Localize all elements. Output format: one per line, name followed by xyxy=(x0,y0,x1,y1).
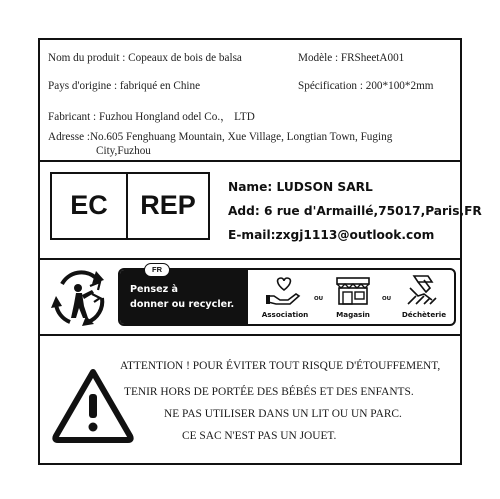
warning-triangle-icon xyxy=(50,366,136,444)
option-magasin: Magasin xyxy=(336,310,370,319)
product-label xyxy=(38,38,482,465)
recycling-info-box xyxy=(118,265,456,326)
recycling-message-panel xyxy=(120,270,248,324)
warning-section xyxy=(40,336,460,463)
rep-text: REP xyxy=(140,190,196,220)
option-association: Association xyxy=(261,310,309,319)
warning-line-3: NE PAS UTILISER DANS UN LIT OU UN PARC. xyxy=(164,408,402,420)
manufacturer: Fabricant : Fuzhou Hongland odel Co.， LTD xyxy=(48,111,255,123)
address-line-1: Adresse :No.605 Fenghuang Mountain, Xue Village, Longtian Town, Fuging xyxy=(48,131,393,143)
language-badge: FR xyxy=(144,263,170,277)
warning-line-1: ATTENTION ! POUR ÉVITER TOUT RISQUE D'ÉTOUFFEMENT, xyxy=(120,360,441,372)
rep-address: Add: 6 rue d'Armaillé,75017,Paris,FR xyxy=(228,204,482,218)
option-decheterie: Déchèterie xyxy=(401,310,447,319)
recycling-center-icon xyxy=(404,274,440,306)
recycling-message-line-1: Pensez à xyxy=(130,284,178,295)
rep-name: Name: LUDSON SARL xyxy=(228,180,373,194)
product-info-section xyxy=(40,40,460,162)
address-line-2: City,Fuzhou xyxy=(96,145,151,157)
ec-rep-section xyxy=(40,162,482,260)
rep-email: E-mail:zxgj1113@outlook.com xyxy=(228,228,435,242)
product-spec: Spécification : 200*100*2mm xyxy=(298,80,434,92)
recycling-message-line-2: donner ou recycler. xyxy=(130,299,235,310)
triman-icon xyxy=(48,268,112,330)
or-separator-2: OU xyxy=(382,296,392,302)
heart-in-hand-icon xyxy=(266,276,302,306)
warning-line-2: TENIR HORS DE PORTÉE DES BÉBÉS ET DES ENFANTS. xyxy=(124,386,414,398)
product-name: Nom du produit : Copeaux de bois de balsa xyxy=(48,52,242,64)
country-of-origin: Pays d'origine : fabriqué en Chine xyxy=(48,80,201,92)
or-separator-1: OU xyxy=(314,296,324,302)
ec-rep-symbol xyxy=(50,172,210,240)
ec-cell xyxy=(52,174,128,238)
product-model: Modèle : FRSheetA001 xyxy=(298,52,405,64)
ec-text: EC xyxy=(70,190,108,220)
rep-cell xyxy=(128,174,208,238)
shop-icon xyxy=(334,276,372,306)
recycling-section xyxy=(40,260,460,336)
warning-line-4: CE SAC N'EST PAS UN JOUET. xyxy=(182,430,337,442)
